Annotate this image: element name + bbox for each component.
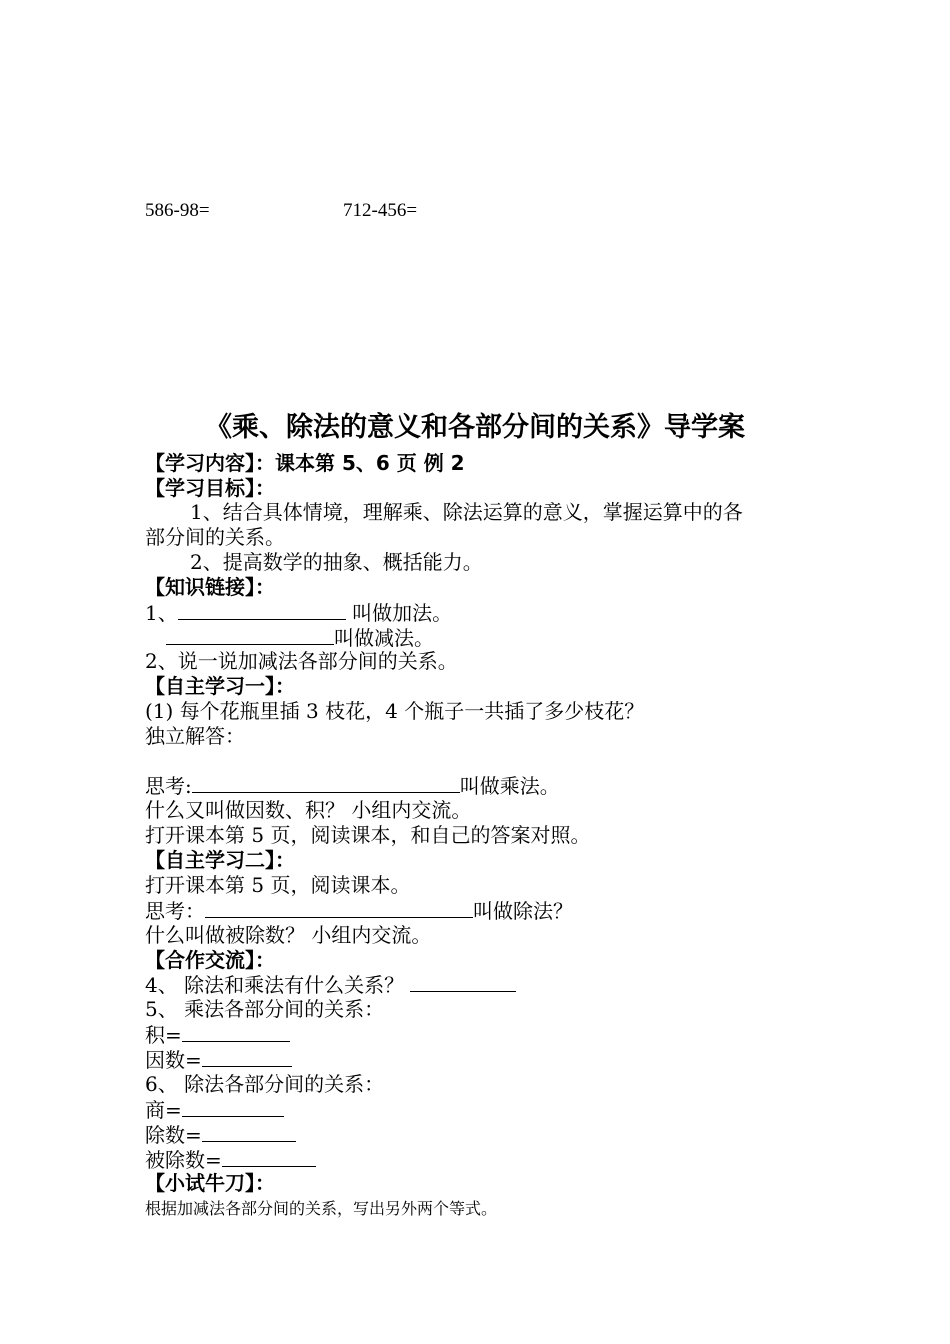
self1-label: 【自主学习一】：	[145, 674, 295, 698]
goal2: 2、提高数学的抽象、概括能力。	[190, 550, 483, 574]
think2-blank[interactable]	[205, 897, 473, 918]
calc-2: 712-456=	[343, 200, 418, 221]
q5b-text: 因数=	[145, 1048, 202, 1072]
link1b-suffix: 叫做减法。	[334, 626, 434, 650]
self1-answer: 独立解答：	[145, 724, 245, 748]
content-row	[145, 450, 465, 476]
q5a-text: 积=	[145, 1023, 182, 1047]
q6: 6、 除法各部分间的关系：	[145, 1072, 385, 1096]
page-title: 《乘、除法的意义和各部分间的关系》导学案	[205, 412, 745, 443]
think1-row	[145, 772, 560, 799]
q6a-text: 商=	[145, 1098, 182, 1122]
link2: 2、说一说加减法各部分间的关系。	[145, 649, 458, 673]
q5a-blank[interactable]	[182, 1021, 290, 1042]
q6a-blank[interactable]	[182, 1096, 284, 1117]
q5b-blank[interactable]	[202, 1046, 292, 1067]
think1-open: 打开课本第 5 页，阅读课本，和自己的答案对照。	[145, 823, 591, 847]
think1-blank[interactable]	[192, 772, 460, 793]
q6b-text: 除数=	[145, 1123, 202, 1147]
think2-row	[145, 897, 573, 924]
q4-blank[interactable]	[410, 971, 516, 992]
link1-blank[interactable]	[178, 599, 346, 620]
q6a-row	[145, 1096, 284, 1123]
q6c-text: 被除数=	[145, 1148, 222, 1172]
q4-row	[145, 971, 516, 998]
q5b-row	[145, 1046, 292, 1073]
goal-label: 【学习目标】：	[145, 476, 275, 500]
q6b-row	[145, 1121, 296, 1148]
link1-row	[145, 599, 452, 626]
try-text: 根据加减法各部分间的关系，写出另外两个等式。	[145, 1199, 498, 1218]
think2-question: 什么叫做被除数？ 小组内交流。	[145, 923, 432, 947]
self2-open: 打开课本第 5 页，阅读课本。	[145, 873, 411, 897]
link-label: 【知识链接】：	[145, 575, 275, 599]
q6c-blank[interactable]	[222, 1146, 316, 1167]
goal1-line1: 1、结合具体情境，理解乘、除法运算的意义，掌握运算中的各	[190, 500, 743, 524]
content-text: 课本第 5、6 页 例 2	[275, 451, 465, 475]
self2-label: 【自主学习二】：	[145, 848, 295, 872]
think2-suffix: 叫做除法？	[473, 899, 573, 923]
link1b-blank[interactable]	[166, 624, 334, 645]
calc-1: 586-98=	[145, 200, 210, 221]
link1-prefix: 1、	[145, 601, 178, 625]
goal1-line2: 部分间的关系。	[145, 525, 285, 549]
think1-question: 什么又叫做因数、积？ 小组内交流。	[145, 798, 472, 822]
q4-text: 4、 除法和乘法有什么关系？	[145, 973, 405, 997]
think1-suffix: 叫做乘法。	[459, 774, 560, 798]
q6b-blank[interactable]	[202, 1121, 296, 1142]
coop-label: 【合作交流】：	[145, 948, 275, 972]
q6c-row	[145, 1146, 316, 1173]
think2-prefix: 思考：	[145, 899, 205, 923]
q5: 5、 乘法各部分间的关系：	[145, 997, 385, 1021]
link1-suffix: 叫做加法。	[345, 601, 453, 625]
q5a-row	[145, 1021, 290, 1048]
think1-prefix: 思考:	[145, 774, 192, 798]
content-label: 【学习内容】：	[145, 451, 275, 475]
link1b-row	[166, 624, 434, 651]
try-label: 【小试牛刀】：	[145, 1171, 275, 1195]
self1-question: (1) 每个花瓶里插 3 枝花，4 个瓶子一共插了多少枝花？	[145, 699, 645, 723]
